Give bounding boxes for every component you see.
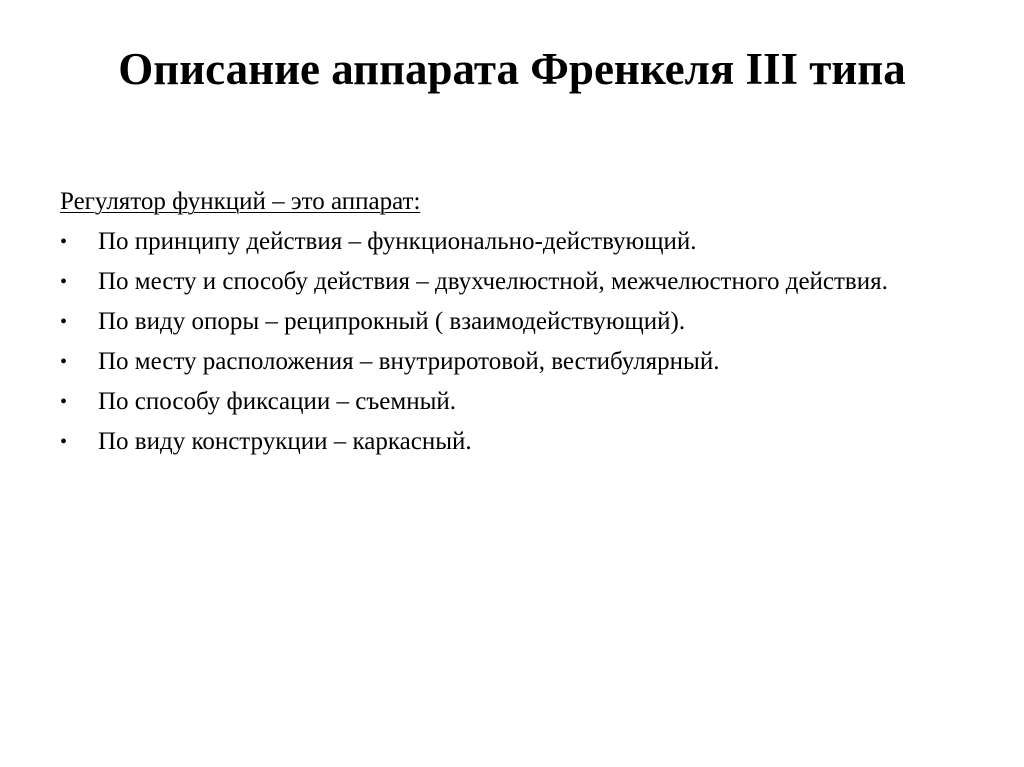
bullet-text: По месту и способу действия – двухчелюстной, межчелюстного действия. [98, 268, 888, 295]
bullet-text: По виду опоры – реципрокный ( взаимодействующий). [98, 308, 686, 335]
bullet-icon: • [60, 351, 68, 373]
bullet-icon: • [60, 431, 68, 453]
bullet-icon: • [60, 311, 68, 333]
slide-title: Описание аппарата Френкеля III типа [118, 44, 906, 94]
bullet-text: По виду конструкции – каркасный. [98, 428, 472, 455]
bullet-item [60, 226, 940, 258]
bullet-text: По принципу действия – функционально-действующий. [98, 228, 697, 255]
bullet-text: По месту расположения – внутриротовой, вестибулярный. [98, 348, 720, 375]
bullet-item [60, 426, 940, 458]
bullet-icon: • [60, 231, 68, 253]
bullet-item [60, 386, 940, 418]
bullet-item [60, 266, 940, 298]
slide-body [60, 184, 940, 466]
bullet-item [60, 346, 940, 378]
bullet-text: По способу фиксации – съемный. [98, 388, 456, 415]
bullet-list [60, 226, 940, 458]
slide-subtitle: Регулятор функций – это аппарат: [60, 188, 421, 215]
bullet-icon: • [60, 391, 68, 413]
bullet-icon: • [60, 271, 68, 293]
bullet-item [60, 306, 940, 338]
